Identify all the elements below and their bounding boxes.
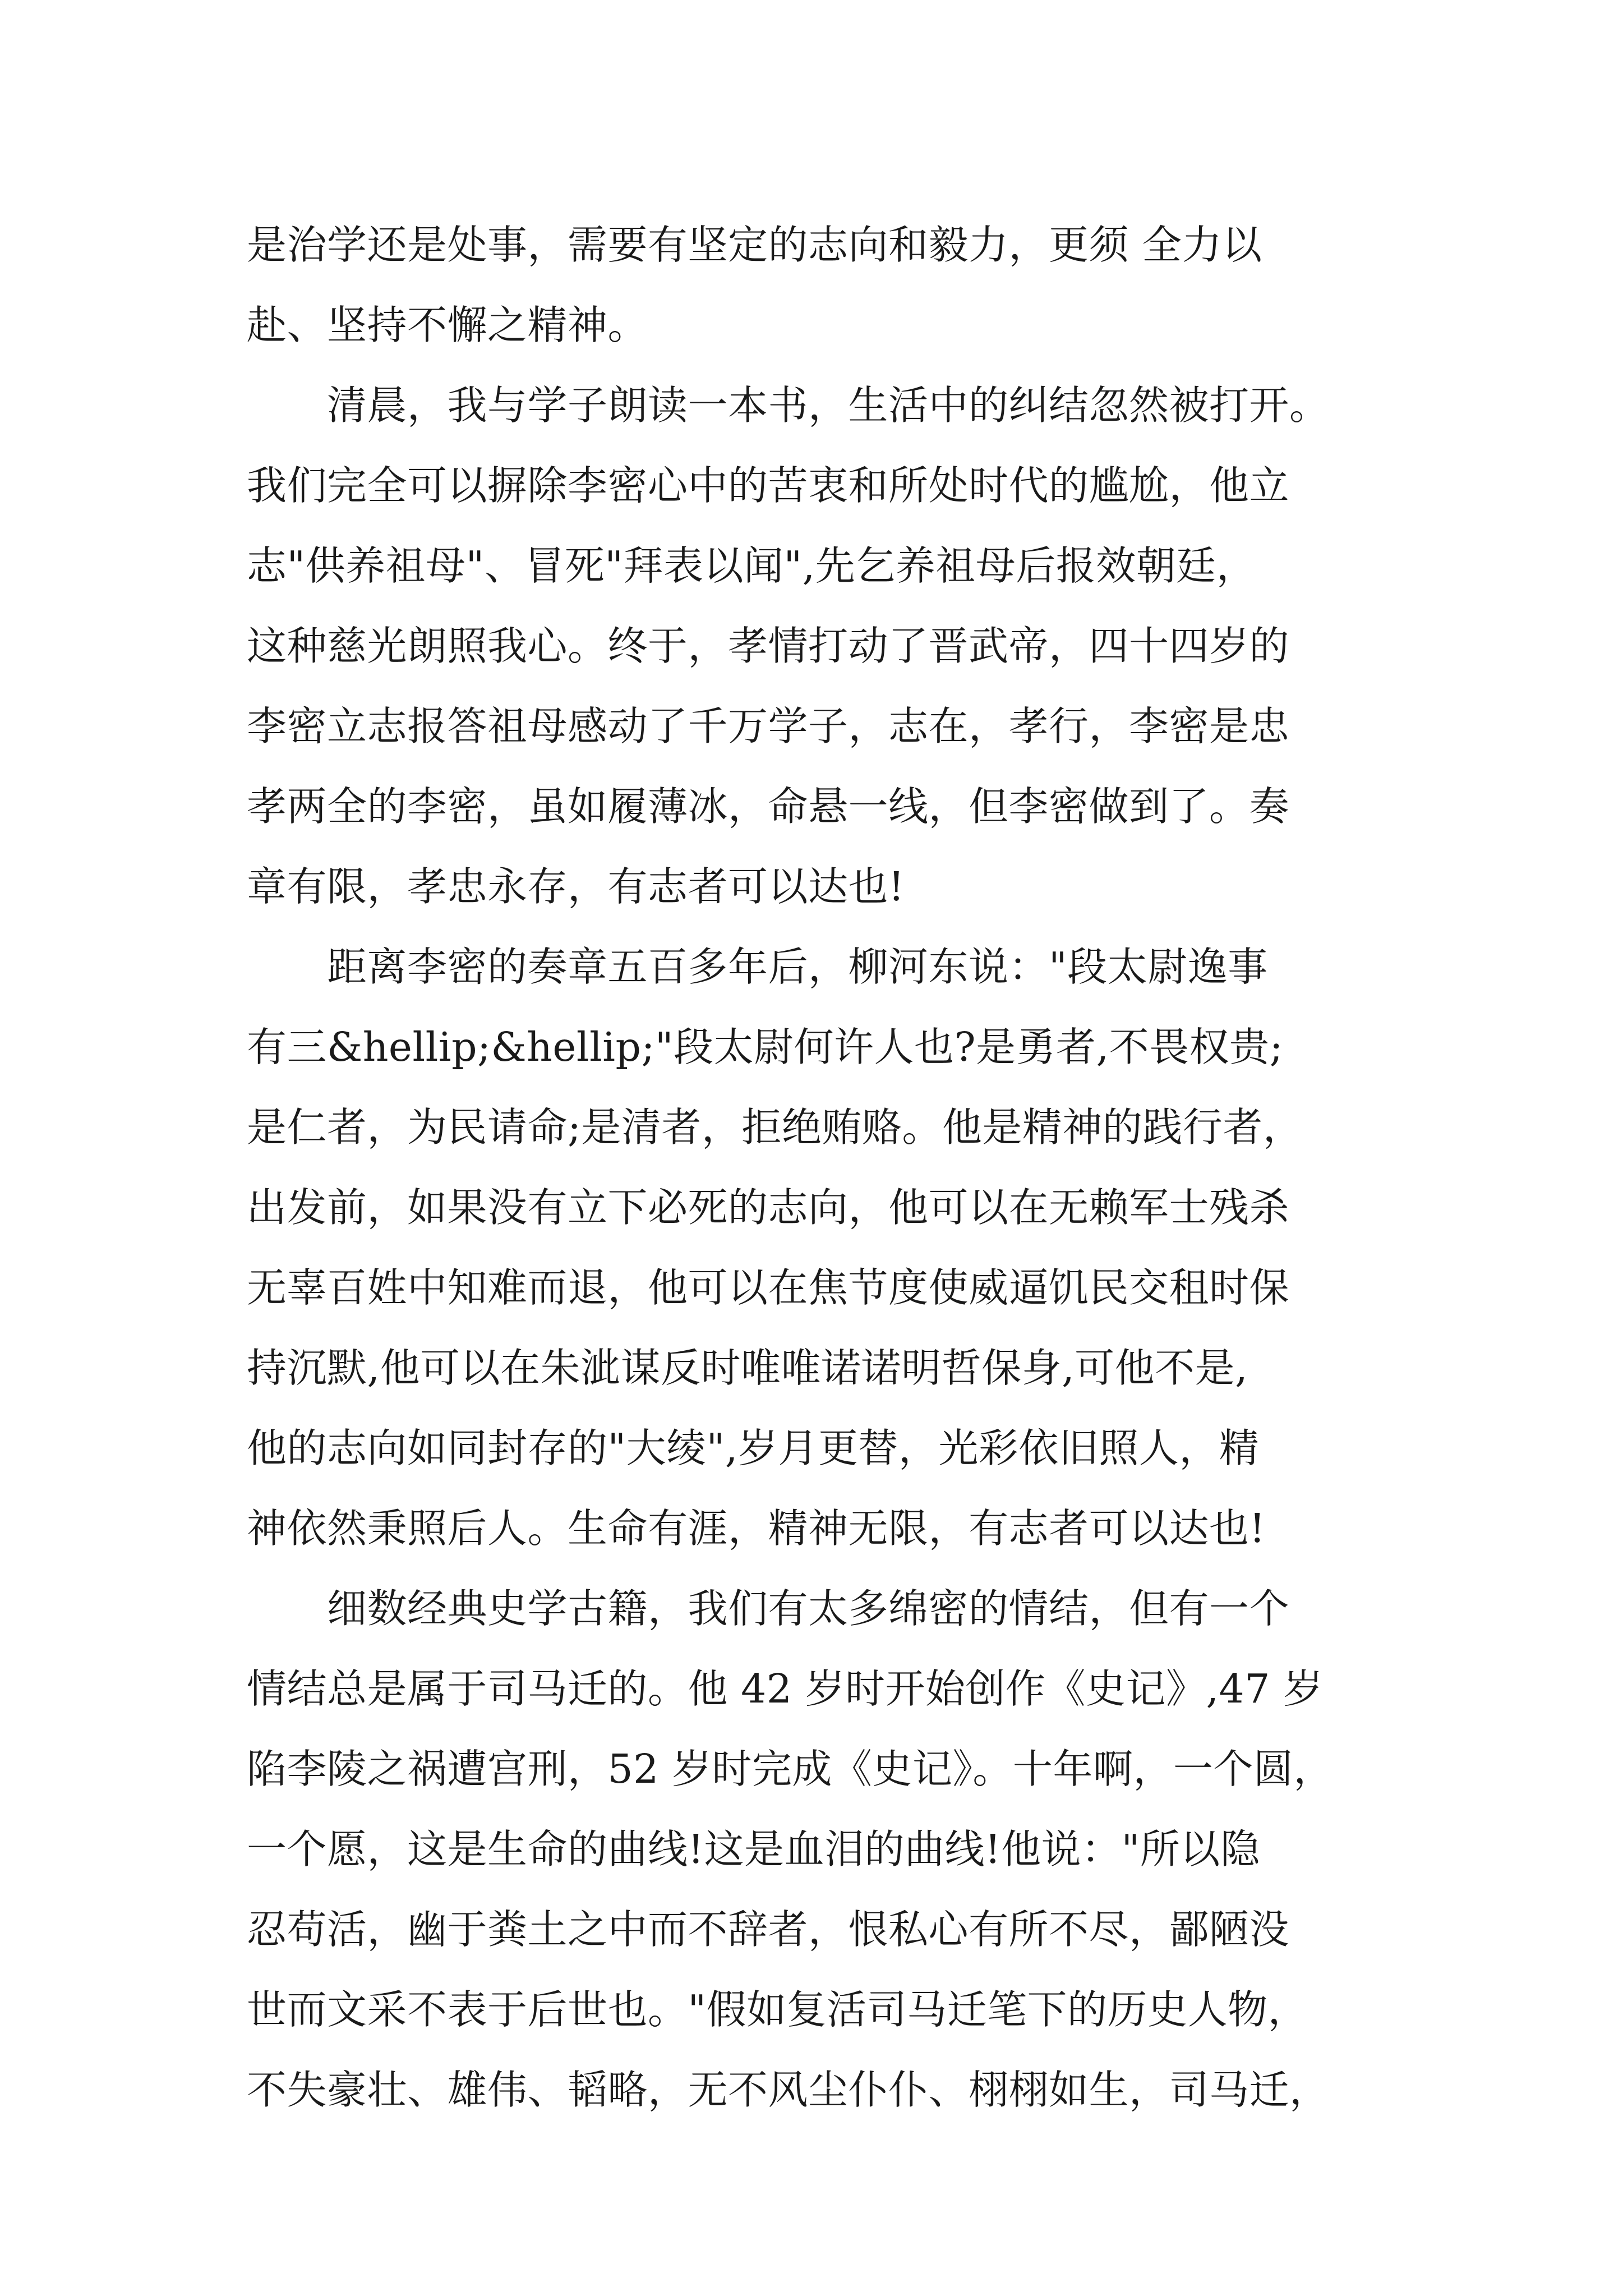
text-line: 章有限，孝忠永存，有志者可以达也!: [247, 863, 905, 910]
text-line: 是仁者，为民请命;是清者，拒绝贿赂。他是精神的践行者，: [247, 1104, 1303, 1151]
text-line: 清晨，我与学子朗读一本书，生活中的纠结忽然被打开。: [247, 382, 1330, 429]
text-line: 出发前，如果没有立下必死的志向，他可以在无赖军士残杀: [247, 1184, 1290, 1231]
text-line: 志"供养祖母"、冒死"拜表以闻",先乞养祖母后报效朝廷，: [247, 542, 1257, 589]
text-line: 情结总是属于司马迁的。他 42 岁时开始创作《史记》,47 岁: [247, 1665, 1324, 1712]
text-line: 持沉默,他可以在朱泚谋反时唯唯诺诺明哲保身,可他不是,: [247, 1345, 1248, 1391]
text-line: 无辜百姓中知难而退，他可以在焦节度使威逼饥民交租时保: [247, 1264, 1290, 1311]
text-line: 陷李陵之祸遭宫刑，52 岁时完成《史记》。十年啊，一个圆，: [247, 1746, 1334, 1792]
text-line: 不失豪壮、雄伟、韬略，无不风尘仆仆、栩栩如生，司马迁，: [247, 2067, 1330, 2113]
text-line: 世而文采不表于后世也。"假如复活司马迁笔下的历史人物，: [247, 1986, 1308, 2033]
text-line: 赴、坚持不懈之精神。: [247, 302, 648, 348]
text-line: 是治学还是处事，需要有坚定的志向和毅力，更须 全力以: [247, 222, 1262, 268]
text-line: 忍苟活，幽于粪土之中而不辞者，恨私心有所不尽，鄙陋没: [247, 1906, 1290, 1953]
text-line: 这种慈光朗照我心。终于，孝情打动了晋武帝，四十四岁的: [247, 623, 1290, 669]
text-line: 一个愿，这是生命的曲线!这是血泪的曲线!他说："所以隐: [247, 1826, 1261, 1872]
text-line: 距离李密的奏章五百多年后，柳河东说："段太尉逸事: [247, 944, 1268, 990]
text-line: 孝两全的李密，虽如履薄冰，命悬一线，但李密做到了。奏: [247, 783, 1290, 830]
text-line: 细数经典史学古籍，我们有太多绵密的情结，但有一个: [247, 1585, 1290, 1632]
text-line: 神依然秉照后人。生命有涯，精神无限，有志者可以达也!: [247, 1505, 1266, 1552]
text-line: 有三&hellip;&hellip;"段太尉何许人也?是勇者,不畏权贵;: [247, 1024, 1284, 1070]
text-line: 他的志向如同封存的"大绫",岁月更替，光彩依旧照人，精: [247, 1425, 1260, 1471]
body-text: [247, 205, 1391, 2130]
text-line: 李密立志报答祖母感动了千万学子，志在，孝行，李密是忠: [247, 703, 1290, 749]
text-line: 我们完全可以摒除李密心中的苦衷和所处时代的尴尬，他立: [247, 462, 1290, 509]
